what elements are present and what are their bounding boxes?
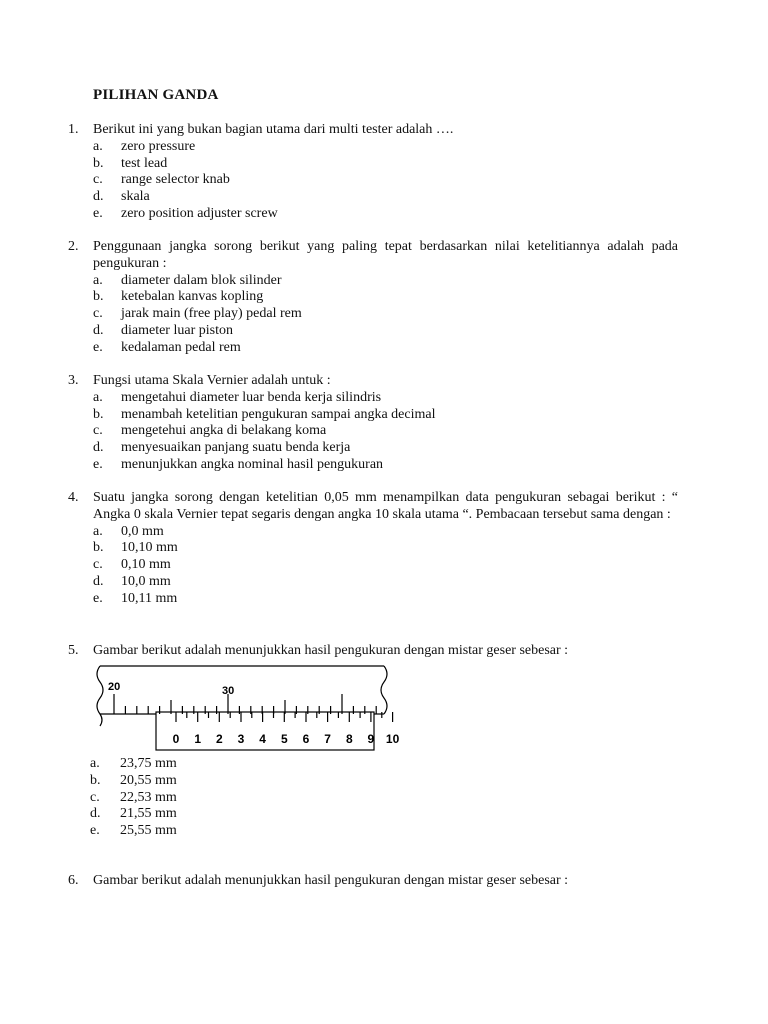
question-number: 4. (68, 490, 79, 505)
option-label: d. (93, 440, 104, 456)
beam-left-break (97, 666, 103, 726)
option-d (93, 440, 678, 457)
option-list (93, 390, 678, 474)
option-c (93, 557, 678, 574)
caliper-figure (92, 664, 400, 754)
option-text: 10,10 mm (121, 540, 178, 556)
option-text: mengetahui diameter luar benda kerja silindris (121, 389, 382, 405)
option-b (90, 773, 177, 790)
question-number: 5. (68, 643, 79, 658)
option-a (93, 524, 678, 541)
option-d (93, 574, 678, 591)
option-text: 22,53 mm (120, 789, 177, 805)
option-text: 0,10 mm (121, 557, 171, 573)
option-label: d. (93, 189, 104, 205)
option-label: d. (93, 322, 104, 338)
option-text: kedalaman pedal rem (121, 339, 241, 355)
question-3 (68, 373, 678, 474)
question-4 (68, 490, 678, 608)
main-scale-label: 30 (222, 685, 235, 697)
beam-right-break (381, 666, 387, 714)
option-a (93, 273, 678, 290)
question-stem: Berikut ini yang bukan bagian utama dari multi tester adalah …. (93, 122, 454, 137)
option-e (93, 457, 678, 474)
question-number: 6. (68, 873, 79, 888)
option-label: c. (90, 789, 100, 805)
option-label: a. (93, 138, 103, 154)
option-e (93, 340, 678, 357)
option-label: e. (93, 339, 103, 355)
question-stem: Gambar berikut adalah menunjukkan hasil pengukuran dengan mistar geser sebesar : (93, 643, 569, 658)
option-label: b. (90, 772, 101, 788)
vernier-scale-label: 2 (215, 732, 223, 746)
vernier-scale-label: 7 (324, 732, 331, 746)
option-d (90, 806, 177, 823)
option-list (93, 273, 678, 357)
option-label: c. (93, 423, 103, 439)
option-b (93, 540, 678, 557)
option-label: a. (93, 272, 103, 288)
option-text: menambah ketelitian pengukuran sampai angka decimal (121, 406, 436, 422)
option-c (93, 306, 678, 323)
section-title: PILIHAN GANDA (93, 87, 219, 103)
option-label: b. (93, 540, 104, 556)
option-label: e. (93, 590, 103, 606)
option-label: d. (90, 806, 101, 822)
question-number: 1. (68, 122, 79, 137)
main-scale-label: 20 (108, 681, 121, 693)
option-text: 0,0 mm (121, 523, 164, 539)
option-b (93, 289, 678, 306)
question-stem: Fungsi utama Skala Vernier adalah untuk : (93, 373, 331, 388)
option-text: jarak main (free play) pedal rem (121, 306, 302, 322)
option-text: 25,55 mm (120, 823, 177, 839)
option-text: mengetehui angka di belakang koma (121, 423, 327, 439)
question-stem: Suatu jangka sorong dengan ketelitian 0,05 mm menampilkan data pengukuran sebagai berikut : “ Angka 0 skala Vernier tepat segaris dengan angka 10 skala utama “. Pembacaan tersebut sama dengan : (93, 490, 678, 522)
option-label: a. (93, 523, 103, 539)
option-label: a. (93, 389, 103, 405)
question-number: 2. (68, 239, 79, 254)
option-label: a. (90, 756, 100, 771)
question-6 (68, 873, 678, 890)
option-b (93, 407, 678, 424)
option-text: 20,55 mm (120, 772, 177, 788)
option-text: range selector knab (121, 172, 230, 188)
option-a (93, 139, 678, 156)
option-text: ketebalan kanvas kopling (121, 289, 264, 305)
option-text: 10,11 mm (121, 590, 178, 606)
option-text: menyesuaikan panjang suatu benda kerja (121, 440, 351, 456)
option-c (93, 172, 678, 189)
option-d (93, 323, 678, 340)
option-text: 21,55 mm (120, 806, 177, 822)
option-list (93, 139, 678, 223)
option-text: zero pressure (121, 138, 196, 154)
option-e (93, 591, 678, 608)
question-number: 3. (68, 373, 79, 388)
question-5-options (90, 756, 177, 840)
option-label: c. (93, 172, 103, 188)
option-a (90, 756, 177, 773)
vernier-scale-label: 10 (385, 732, 400, 746)
option-text: diameter luar piston (121, 322, 233, 338)
option-label: b. (93, 406, 104, 422)
question-2 (68, 239, 678, 357)
option-text: test lead (121, 155, 168, 171)
option-a (93, 390, 678, 407)
option-label: d. (93, 573, 104, 589)
vernier-scale-label: 1 (194, 732, 202, 746)
vernier-scale-label: 8 (345, 732, 353, 746)
option-label: c. (93, 557, 103, 573)
option-e (90, 823, 177, 840)
question-stem: Penggunaan jangka sorong berikut yang paling tepat berdasarkan nilai ketelitiannya adalah pada pengukuran : (93, 239, 678, 271)
option-e (93, 206, 678, 223)
option-label: e. (93, 205, 103, 221)
option-c (93, 423, 678, 440)
option-label: b. (93, 155, 104, 171)
vernier-scale-label: 4 (259, 732, 266, 746)
vernier-scale-label: 6 (302, 732, 310, 746)
option-b (93, 156, 678, 173)
option-label: e. (90, 823, 100, 839)
question-1 (68, 122, 678, 223)
option-label: e. (93, 456, 103, 472)
option-text: menunjukkan angka nominal hasil pengukuran (121, 456, 384, 472)
vernier-scale-label: 9 (367, 732, 375, 746)
question-stem: Gambar berikut adalah menunjukkan hasil pengukuran dengan mistar geser sebesar : (93, 873, 569, 888)
question-5 (68, 643, 678, 660)
option-label: c. (93, 306, 103, 322)
vernier-scale-label: 0 (172, 732, 180, 746)
vernier-scale-label: 3 (237, 732, 245, 746)
option-text: 10,0 mm (121, 573, 171, 589)
option-text: 23,75 mm (120, 756, 177, 771)
option-c (90, 790, 177, 807)
option-list (93, 524, 678, 608)
vernier-scale-label: 5 (280, 732, 288, 746)
option-text: diameter dalam blok silinder (121, 272, 282, 288)
option-text: zero position adjuster screw (121, 205, 278, 221)
option-d (93, 189, 678, 206)
option-text: skala (121, 189, 150, 205)
option-label: b. (93, 289, 104, 305)
